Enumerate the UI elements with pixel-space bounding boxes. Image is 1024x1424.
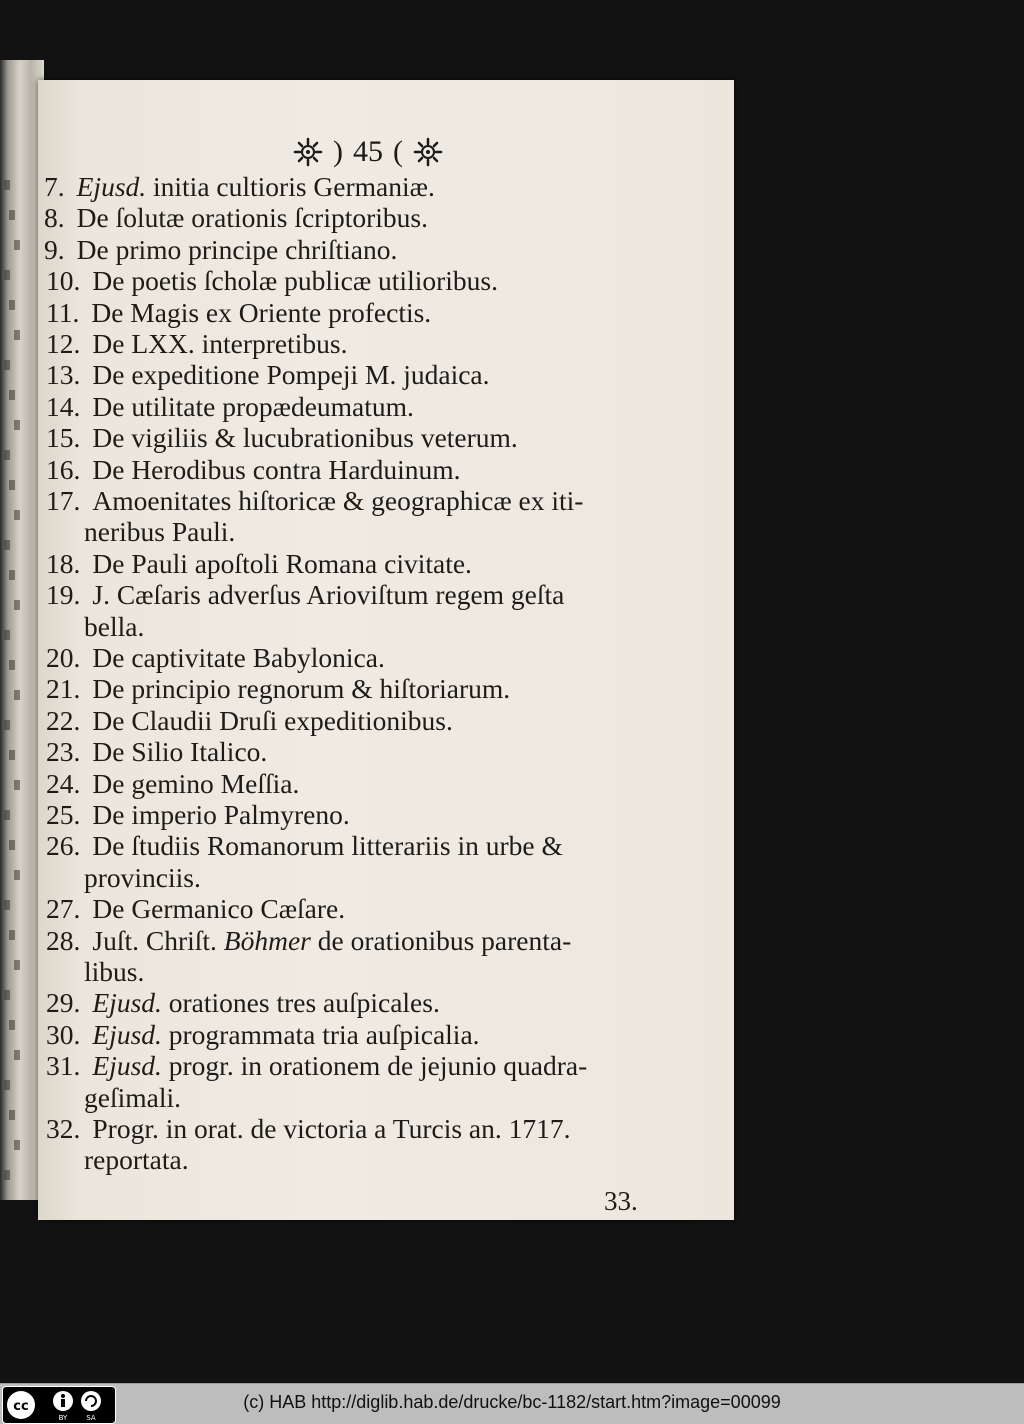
entry-item (46, 706, 686, 736)
spine-mark (4, 540, 10, 550)
entry-item (46, 298, 686, 328)
entry-text: De Claudii Druſi expeditionibus. (92, 704, 453, 736)
entry-text: De vigiliis & lucubrationibus veterum. (92, 422, 518, 454)
spine-mark (14, 330, 20, 340)
entry-item (46, 1114, 686, 1144)
entry-text: Progr. in orat. de victoria a Turcis an. 1717. (92, 1113, 571, 1144)
entry-item (46, 926, 686, 956)
entry-number: 27. (46, 893, 81, 925)
header-paren-left: ) (333, 135, 343, 168)
entry-text: De imperio Palmyreno. (92, 799, 350, 830)
entry-text: De captivitate Babylonica. (92, 642, 385, 673)
entry-text: De Pauli apoſtoli Romana civitate. (92, 547, 472, 579)
entry-text: De ſolutæ orationis ſcriptoribus. (76, 202, 428, 234)
entry-text: De utilitate propædeumatum. (92, 390, 414, 422)
entry-number: 9. (44, 233, 65, 265)
entry-text: orationes tres auſpicales. (161, 987, 440, 1019)
entry-item (46, 1051, 686, 1081)
entry-item (44, 235, 684, 265)
spine-mark (4, 1080, 10, 1090)
entry-text: de orationibus parenta- (310, 924, 572, 956)
spine-mark (14, 1140, 20, 1150)
entry-number: 13. (46, 359, 81, 391)
spine-mark (9, 750, 15, 760)
entry-text: Ejusd. (92, 987, 162, 1019)
entry-item (46, 769, 686, 799)
entry-number: 10. (46, 265, 81, 297)
spine-mark (9, 1020, 15, 1030)
entry-number: 20. (46, 642, 81, 673)
spine-mark (4, 180, 10, 190)
entry-text: De ſtudiis Romanorum litterariis in urbe & (92, 830, 563, 862)
entry-item (46, 580, 686, 610)
entry-number: 16. (46, 453, 81, 485)
spine-mark (4, 900, 10, 910)
entry-item (46, 423, 686, 453)
entry-text: Ejusd. (76, 171, 147, 202)
entry-text: De Herodibus contra Harduinum. (92, 453, 461, 485)
entry-number: 18. (46, 547, 81, 579)
entry-number: 19. (46, 579, 81, 611)
entry-item (46, 831, 686, 861)
entry-continuation: geſimali. (84, 1081, 181, 1113)
entry-item (46, 266, 686, 296)
entry-text: De poetis ſcholæ publicæ utilioribus. (92, 265, 498, 297)
entry-text: De gemino Meſſia. (92, 767, 300, 799)
spine-mark (4, 360, 10, 370)
entry-text: initia cultioris Germaniæ. (146, 171, 435, 202)
signature-mark: 33. (604, 1186, 638, 1216)
spine-mark (4, 990, 10, 1000)
spine-mark (14, 870, 20, 880)
entry-continuation: neribus Pauli. (84, 516, 236, 548)
entry-item (46, 455, 686, 485)
page-header (238, 132, 498, 172)
entry-number: 15. (46, 422, 81, 454)
entry-text: De LXX. interpretibus. (92, 328, 348, 359)
entry-item (46, 737, 686, 767)
entry-text: Böhmer (223, 924, 311, 956)
entry-item (46, 392, 686, 422)
entry-number: 14. (46, 390, 81, 422)
spine-mark (9, 1110, 15, 1120)
entry-number: 24. (46, 767, 81, 799)
spine-mark (4, 630, 10, 640)
entry-text: De expeditione Pompeji M. judaica. (92, 359, 490, 391)
entry-text: De principio regnorum & hiſtoriarum. (92, 673, 511, 705)
entry-text: J. Cæſaris adverſus Arioviſtum regem geſta (92, 579, 565, 611)
spine-mark (14, 1050, 20, 1060)
entry-text: Juſt. Chriſt. (92, 924, 224, 956)
entry-number: 21. (46, 673, 81, 705)
entry-text: De primo principe chriſtiano. (76, 233, 398, 265)
spine-mark (9, 660, 15, 670)
spine-mark (9, 480, 15, 490)
entry-item (46, 486, 686, 516)
spine-mark (9, 840, 15, 850)
entry-text: Ejusd. (92, 1050, 162, 1082)
entry-item (46, 643, 686, 673)
spine-mark (14, 780, 20, 790)
entry-item (44, 203, 684, 233)
entry-text: Amoenitates hiſtoricæ & geographicæ ex iti- (92, 485, 584, 516)
spine-mark (9, 210, 15, 220)
spine-mark (4, 720, 10, 730)
entry-number: 17. (46, 485, 81, 516)
spine-mark (14, 960, 20, 970)
entry-number: 8. (44, 202, 65, 234)
entry-number: 28. (46, 924, 81, 956)
entry-item (44, 172, 684, 202)
entry-text: De Germanico Cæſare. (92, 893, 346, 925)
entry-item (46, 988, 686, 1018)
footer-bar (0, 1383, 1024, 1424)
entry-continuation: reportata. (84, 1144, 189, 1176)
entry-text: De Magis ex Oriente profectis. (91, 296, 432, 328)
sa-label: SA (86, 1414, 96, 1422)
entry-continuation: libus. (84, 956, 145, 987)
spine-mark (4, 1170, 10, 1180)
page-number: 45 (353, 135, 383, 168)
entry-number: 11. (46, 296, 80, 328)
entry-item (46, 329, 686, 359)
entry-number: 22. (46, 704, 81, 736)
entry-item (46, 360, 686, 390)
spine-mark (14, 510, 20, 520)
entry-number: 12. (46, 328, 81, 359)
entry-number: 30. (46, 1018, 81, 1050)
entry-text: De Silio Italico. (92, 736, 268, 768)
spine-mark (14, 600, 20, 610)
entry-text: progr. in orationem de jejunio quadra- (161, 1050, 588, 1082)
entry-item (46, 549, 686, 579)
spine-mark (9, 930, 15, 940)
book-page (38, 80, 734, 1220)
spine-mark (9, 570, 15, 580)
spine-mark (9, 390, 15, 400)
entry-number: 26. (46, 830, 81, 862)
entry-item (46, 800, 686, 830)
svg-text:cc: cc (13, 1399, 29, 1414)
entry-number: 23. (46, 736, 81, 768)
entry-text: programmata tria auſpicalia. (161, 1018, 480, 1050)
spine-mark (4, 270, 10, 280)
credit-line[interactable]: (c) HAB http://diglib.hab.de/drucke/bc-1182/start.htm?image=00099 (243, 1392, 781, 1412)
entry-item (46, 894, 686, 924)
ornament-icon (413, 137, 443, 167)
spine-mark (4, 450, 10, 460)
by-label: BY (58, 1414, 68, 1422)
header-paren-right: ( (393, 135, 403, 168)
spine-mark (14, 420, 20, 430)
entry-number: 32. (46, 1113, 81, 1144)
spine-mark (9, 300, 15, 310)
entry-text: Ejusd. (92, 1018, 162, 1050)
entry-number: 25. (46, 799, 81, 830)
spine-mark (14, 690, 20, 700)
entry-item (46, 1020, 686, 1050)
spine-mark (14, 240, 20, 250)
spine-mark (4, 810, 10, 820)
entry-number: 31. (46, 1050, 81, 1082)
entry-number: 7. (44, 171, 65, 202)
entry-number: 29. (46, 987, 81, 1019)
entry-continuation: bella. (84, 610, 145, 642)
entry-item (46, 674, 686, 704)
ornament-icon (293, 137, 323, 167)
entry-continuation: provinciis. (84, 861, 201, 893)
